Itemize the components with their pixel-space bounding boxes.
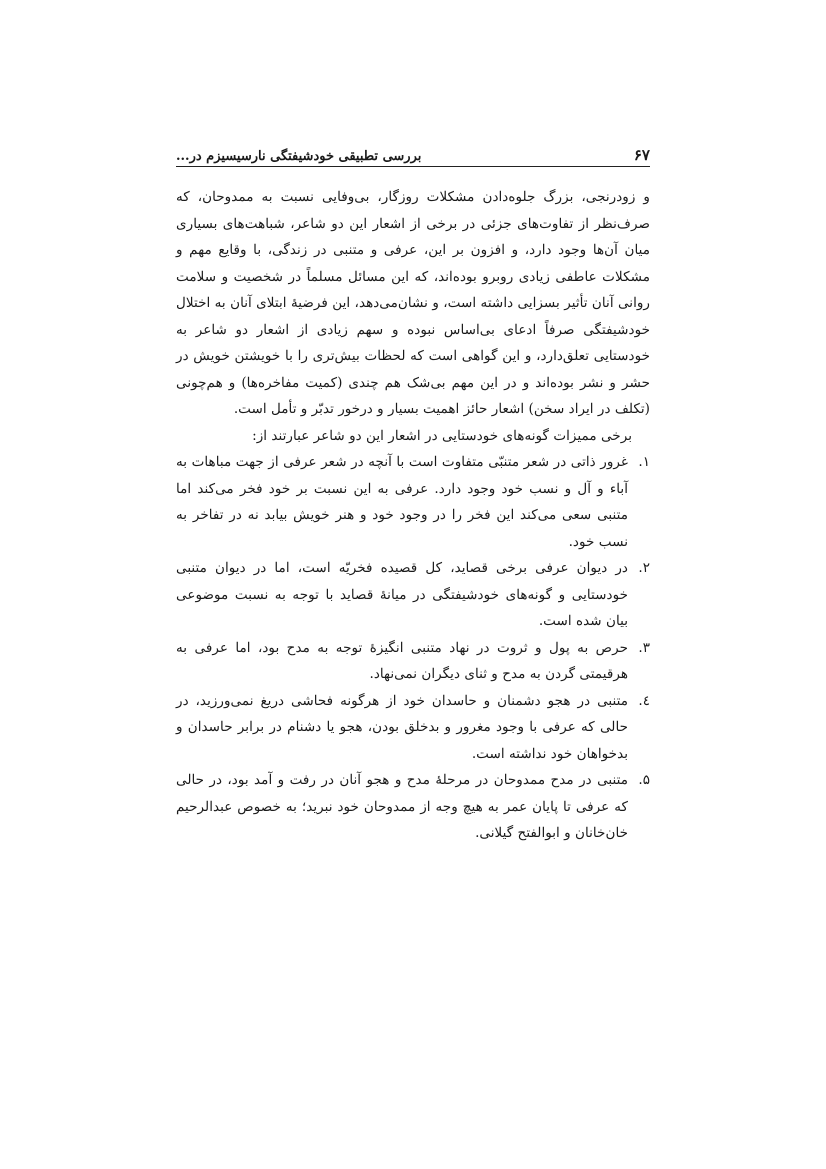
running-header bbox=[176, 140, 650, 164]
list-item bbox=[176, 555, 650, 635]
paragraph-2: برخی ممیزات گونه‌های خودستایی در اشعار این دو شاعر عبارتند از: bbox=[252, 427, 632, 444]
list-item-number: ۱. bbox=[638, 454, 650, 470]
running-title: بررسی تطبیقی خودشیفتگی نارسیسیزم در... bbox=[176, 149, 422, 164]
header-divider bbox=[176, 166, 650, 167]
paragraph-1: و زودرنجی، بزرگ جلوه‌دادن مشکلات روزگار، بی‌وفایی نسبت به ممدوحان، که صرف‌نظر از تفاوت‌های جزئی در برخی از اشعار این دو شاعر، شباهت‌های بسیاری میان آن‌ها وجود دارد، و افزون بر این، عرفی و متنبی در زندگی، با وقایع مهم و مشکلات عاطفی زیادی روبرو بوده‌اند، که این مسائل مسلماً در شخصیت و سلامت روانی آنان تأثیر بسزایی داشته است، و نشان‌می‌دهد، این فرضیهٔ ابتلای آنان به اختلال خودشیفتگی صرفاً ادعای بی‌اساس نبوده و سهم زیادی از اشعار دو شاعر به خودستایی تعلق‌دارد، و این گواهی است که لحظات بیش‌تری را با خویشتن خویش در حشر و نشر بوده‌اند و در این مهم بی‌شک هم چندی (کمیت مفاخره‌ها) و هم‌چونی (تکلف در ایراد سخن) اشعار حائز اهمیت بسیار و درخور تدبّر و تأمل است. bbox=[176, 189, 650, 417]
list-item-text: متنبی در هجو دشمنان و حاسدان خود از هرگونه فحاشی دریغ نمی‌ورزید، در حالی که عرفی با وجود مغرور و بدخلق بودن، هجو یا دشنام در برابر حاسدان و بدخواهان خود نداشته است. bbox=[176, 692, 628, 762]
list-item-text: غرور ذاتی در شعر متنبّی متفاوت است با آنچه در شعر عرفی از جهت مباهات به آباء و آل و نسب خود وجود دارد. عرفی به این نسبت بر خود فخر می‌کند اما متنبی سعی می‌کند این فخر را در وجود خود و هنر خویش بیابد نه در تفاخر به نسب خود. bbox=[176, 454, 628, 550]
list-item-number: ۲. bbox=[638, 560, 650, 576]
list-item bbox=[176, 688, 650, 768]
body-text bbox=[176, 184, 650, 847]
list-item-number: ۵. bbox=[638, 772, 650, 788]
list-item-text: حرص به پول و ثروت در نهاد متنبی انگیزهٔ توجه به مدح بود، اما عرفی به هرقیمتی گردن به مدح و ثنای دیگران نمی‌نهاد. bbox=[176, 639, 628, 682]
list-item-number: ۳. bbox=[638, 639, 650, 656]
list-item bbox=[176, 635, 650, 688]
page-number: ۶۷ bbox=[633, 146, 650, 164]
list-item bbox=[176, 449, 650, 555]
list-item-text: در دیوان عرفی برخی قصاید، کل قصیده فخریّه است، اما در دیوان متنبی خودستایی و گونه‌های خودشیفتگی در میانهٔ قصاید با توجه به نسبت موضوعی بیان شده است. bbox=[176, 560, 628, 629]
list-item-number: ٤. bbox=[638, 692, 650, 709]
list-item bbox=[176, 767, 650, 847]
features-list bbox=[176, 449, 650, 847]
list-item-text: متنبی در مدح ممدوحان در مرحلهٔ مدح و هجو آنان در رفت و آمد بود، در حالی که عرفی تا پایان عمر به هیچ وجه از ممدوحان خود نبرید؛ به خصوص عبدالرحیم خان‌خانان و ابوالفتح گیلانی. bbox=[176, 772, 628, 841]
